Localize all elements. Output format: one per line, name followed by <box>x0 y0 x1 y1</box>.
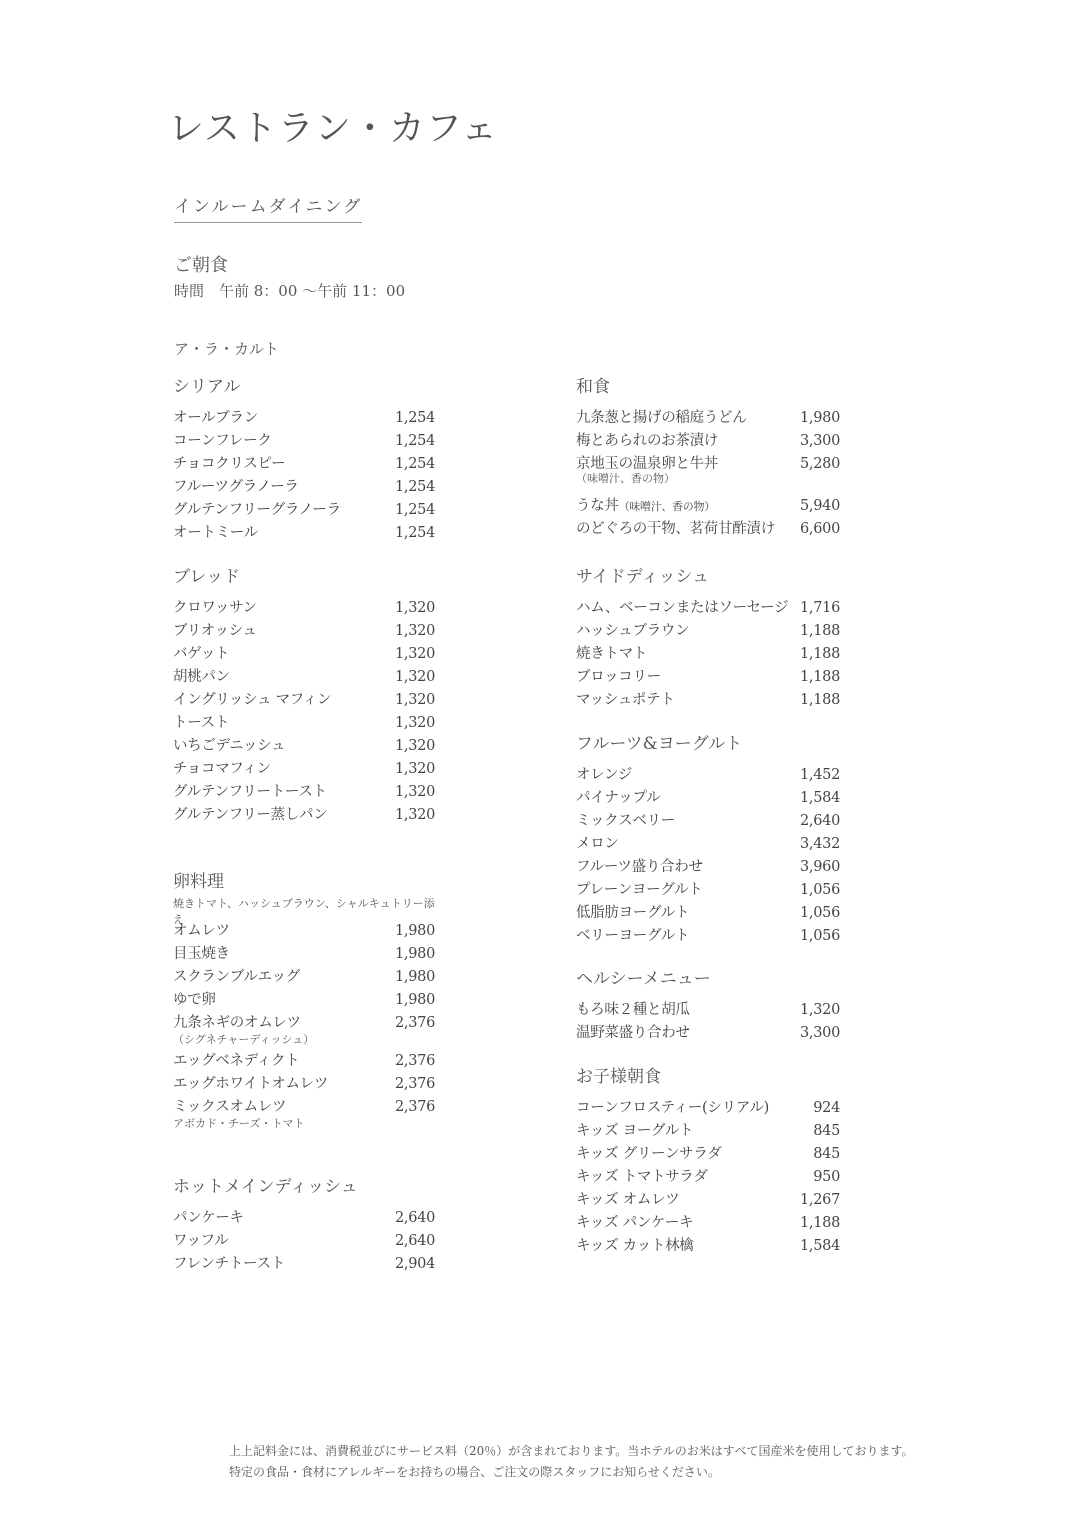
section-title: ブレッド <box>173 567 241 587</box>
section-cereal <box>173 376 435 545</box>
item-price: 1,980 <box>394 969 435 985</box>
menu-item <box>173 666 435 689</box>
item-name: パンケーキ <box>173 1210 244 1226</box>
menu-item <box>173 407 435 430</box>
menu-item <box>576 764 840 787</box>
menu-item <box>576 643 840 666</box>
menu-item <box>576 518 840 541</box>
item-name: オレンジ <box>576 767 633 783</box>
item-price: 1,320 <box>394 623 435 639</box>
menu-item <box>576 879 840 902</box>
menu-item <box>576 407 840 430</box>
item-price: 1,320 <box>394 600 435 616</box>
item-name: パイナップル <box>576 790 661 806</box>
menu-item <box>173 804 435 827</box>
menu-item <box>576 833 840 856</box>
item-price: 1,254 <box>394 502 435 518</box>
item-price: 1,056 <box>799 928 840 944</box>
item-name: ミックスオムレツ <box>173 1099 287 1115</box>
menu-item <box>173 453 435 476</box>
item-name: いちごデニッシュ <box>173 738 286 754</box>
item-price: 3,960 <box>799 859 840 875</box>
item-name: キッズ ヨーグルト <box>576 1123 694 1139</box>
menu-item <box>576 1120 840 1143</box>
item-name: オールブラン <box>173 410 258 426</box>
item-name: キッズ グリーンサラダ <box>576 1146 722 1162</box>
page-title: レストラン・カフェ <box>168 108 499 149</box>
menu-item <box>576 495 840 518</box>
item-name: メロン <box>576 836 619 852</box>
section-title: ホットメインディッシュ <box>173 1177 358 1197</box>
menu-item <box>173 735 435 758</box>
menu-item <box>173 1096 435 1119</box>
footer-notice <box>229 1441 914 1483</box>
item-name: 低脂肪ヨーグルト <box>576 905 690 921</box>
item-name: 梅とあられのお茶漬け <box>576 433 718 449</box>
item-price: 3,300 <box>799 1025 840 1041</box>
item-name: コーンフレーク <box>173 433 272 449</box>
item-price: 1,584 <box>799 790 840 806</box>
item-name: 焼きトマト <box>576 646 647 662</box>
menu-item <box>173 1012 435 1035</box>
menu-item <box>576 597 840 620</box>
item-name: もろ味２種と胡瓜 <box>576 1002 690 1018</box>
item-name: 京地玉の温泉卵と牛丼 <box>576 456 718 472</box>
item-name: のどぐろの干物、茗荷甘酢漬け <box>576 521 775 537</box>
item-name: エッグベネディクト <box>173 1053 300 1069</box>
item-price: 950 <box>813 1169 840 1185</box>
item-name: ワッフル <box>173 1233 229 1249</box>
item-name-group <box>576 495 715 518</box>
menu-item <box>576 1166 840 1189</box>
menu-item <box>576 689 840 712</box>
item-name: 九条ネギのオムレツ <box>173 1015 301 1031</box>
menu-item <box>173 989 435 1012</box>
item-price: 1,188 <box>799 1215 840 1231</box>
item-price: 1,320 <box>394 669 435 685</box>
item-price: 1,188 <box>799 692 840 708</box>
section-title: 和食 <box>576 377 610 397</box>
item-price: 924 <box>813 1100 840 1116</box>
item-name: グルテンフリートースト <box>173 784 327 800</box>
section-title: お子様朝食 <box>576 1067 661 1087</box>
item-price: 1,716 <box>799 600 840 616</box>
menu-item <box>173 476 435 499</box>
item-price: 1,254 <box>394 410 435 426</box>
menu-item <box>173 522 435 545</box>
item-price: 2,376 <box>394 1076 435 1092</box>
item-price: 1,584 <box>799 1238 840 1254</box>
menu-item <box>576 1143 840 1166</box>
menu-item <box>576 810 840 833</box>
section-title: ヘルシーメニュー <box>576 969 711 989</box>
menu-item <box>173 1050 435 1073</box>
menu-item <box>173 643 435 666</box>
item-name: 温野菜盛り合わせ <box>576 1025 690 1041</box>
subtitle: インルームダイニング <box>174 192 362 223</box>
item-price: 1,254 <box>394 433 435 449</box>
item-price: 6,600 <box>799 521 840 537</box>
item-price: 1,980 <box>394 992 435 1008</box>
section-title: フルーツ&ヨーグルト <box>576 734 743 754</box>
item-price: 1,254 <box>394 456 435 472</box>
menu-item <box>173 689 435 712</box>
item-price: 1,320 <box>394 761 435 777</box>
item-price: 2,640 <box>394 1233 435 1249</box>
menu-item <box>576 787 840 810</box>
item-price: 1,188 <box>799 646 840 662</box>
menu-item <box>173 1207 435 1230</box>
menu-item <box>173 1230 435 1253</box>
item-price: 5,940 <box>799 498 840 514</box>
section-note: 焼きトマト、ハッシュブラウン、シャルキュトリー添え <box>173 897 435 926</box>
section-title: 卵料理 <box>173 872 224 892</box>
item-price: 1,254 <box>394 479 435 495</box>
section-bread <box>173 566 435 827</box>
menu-item <box>173 920 435 943</box>
item-name: フルーツ盛り合わせ <box>576 859 703 875</box>
item-price: 2,640 <box>799 813 840 829</box>
item-price: 1,980 <box>799 410 840 426</box>
item-price: 2,904 <box>394 1256 435 1272</box>
section-japanese <box>576 376 840 541</box>
item-name: 目玉焼き <box>173 946 230 962</box>
menu-item <box>576 1022 840 1045</box>
item-name: コーンフロスティー(シリアル) <box>576 1100 769 1116</box>
meal-hours: 時間 午前 8：00 ～午前 11：00 <box>174 282 406 300</box>
item-price: 845 <box>813 1123 840 1139</box>
item-price: 1,320 <box>394 646 435 662</box>
item-price: 1,980 <box>394 946 435 962</box>
item-name: キッズ パンケーキ <box>576 1215 694 1231</box>
menu-item <box>576 856 840 879</box>
item-name: マッシュポテト <box>576 692 675 708</box>
footer-line-tax: 上上記料金には、消費税並びにサービス料（20％）が含まれております。当ホテルのお米はすべて国産米を使用しております。 <box>229 1444 914 1458</box>
item-inline-note: （味噌汁、香の物） <box>618 500 715 513</box>
item-name: オムレツ <box>173 923 230 939</box>
menu-item <box>173 1073 435 1096</box>
item-note: （味噌汁、香の物） <box>576 472 675 485</box>
item-name: バゲット <box>173 646 230 662</box>
item-price: 3,432 <box>799 836 840 852</box>
item-name: ゆで卵 <box>173 992 216 1008</box>
menu-item <box>173 499 435 522</box>
item-name: フルーツグラノーラ <box>173 479 299 495</box>
item-note: アボカド・チーズ・トマト <box>173 1117 305 1130</box>
menu-item <box>576 1189 840 1212</box>
item-price: 1,056 <box>799 882 840 898</box>
menu-item <box>173 758 435 781</box>
item-name: キッズ トマトサラダ <box>576 1169 708 1185</box>
item-price: 1,980 <box>394 923 435 939</box>
section-healthy <box>576 968 840 1045</box>
alacarte-label: ア・ラ・カルト <box>174 340 280 358</box>
menu-item <box>576 1235 840 1258</box>
item-name: チョコマフィン <box>173 761 271 777</box>
item-name: オートミール <box>173 525 258 541</box>
item-price: 1,320 <box>394 692 435 708</box>
menu-item <box>173 943 435 966</box>
item-name: ハム、ベーコンまたはソーセージ <box>576 600 789 616</box>
item-price: 845 <box>813 1146 840 1162</box>
section-eggs <box>173 871 435 1134</box>
menu-item <box>576 430 840 453</box>
item-price: 1,320 <box>394 738 435 754</box>
item-name: クロワッサン <box>173 600 257 616</box>
item-price: 5,280 <box>799 456 840 472</box>
item-price: 1,056 <box>799 905 840 921</box>
menu-item <box>173 620 435 643</box>
item-name: チョコクリスピー <box>173 456 286 472</box>
item-name: 胡桃パン <box>173 669 230 685</box>
menu-item <box>173 1253 435 1276</box>
item-name: フレンチトースト <box>173 1256 285 1272</box>
section-fruit-yogurt <box>576 733 840 948</box>
item-price: 1,267 <box>799 1192 840 1208</box>
item-price: 1,254 <box>394 525 435 541</box>
item-price: 1,188 <box>799 623 840 639</box>
item-price: 1,452 <box>799 767 840 783</box>
item-name: ハッシュブラウン <box>576 623 690 639</box>
item-price: 2,640 <box>394 1210 435 1226</box>
section-title: シリアル <box>173 377 241 397</box>
menu-item <box>576 902 840 925</box>
item-name: スクランブルエッグ <box>173 969 300 985</box>
item-name: キッズ カット林檎 <box>576 1238 694 1254</box>
menu-item <box>173 712 435 735</box>
item-note: （シグネチャーディッシュ） <box>173 1033 315 1046</box>
item-price: 1,320 <box>394 784 435 800</box>
item-price: 3,300 <box>799 433 840 449</box>
footer-line-allergy: 特定の食品・食材にアレルギーをお持ちの場合、ご注文の際スタッフにお知らせください。 <box>229 1465 720 1479</box>
item-price: 1,320 <box>799 1002 840 1018</box>
section-title: サイドディッシュ <box>576 567 710 587</box>
menu-item <box>173 597 435 620</box>
section-kids <box>576 1066 840 1258</box>
menu-item <box>576 1212 840 1235</box>
menu-item <box>576 620 840 643</box>
item-price: 1,188 <box>799 669 840 685</box>
section-side-dish <box>576 566 840 712</box>
item-name: イングリッシュ マフィン <box>173 692 332 708</box>
menu-item <box>173 781 435 804</box>
item-price: 2,376 <box>394 1099 435 1115</box>
item-name: エッグホワイトオムレツ <box>173 1076 329 1092</box>
section-hot-main <box>173 1176 435 1276</box>
item-name: 九条葱と揚げの稲庭うどん <box>576 410 747 426</box>
item-name: キッズ オムレツ <box>576 1192 680 1208</box>
item-price: 2,376 <box>394 1053 435 1069</box>
menu-item <box>576 666 840 689</box>
item-name: ブロッコリー <box>576 669 661 685</box>
item-name: うな丼 <box>576 498 619 514</box>
item-name: トースト <box>173 715 230 731</box>
menu-item <box>576 1097 840 1120</box>
item-name: ミックスベリー <box>576 813 675 829</box>
menu-item <box>576 999 840 1022</box>
menu-item <box>576 925 840 948</box>
menu-item <box>173 966 435 989</box>
item-name: グルテンフリー蒸しパン <box>173 807 328 823</box>
item-name: ブリオッシュ <box>173 623 257 639</box>
item-price: 2,376 <box>394 1015 435 1031</box>
item-price: 1,320 <box>394 807 435 823</box>
item-name: プレーンヨーグルト <box>576 882 703 898</box>
item-name: ベリーヨーグルト <box>576 928 690 944</box>
item-name: グルテンフリーグラノーラ <box>173 502 341 518</box>
menu-item <box>173 430 435 453</box>
meal-heading: ご朝食 <box>174 255 228 276</box>
item-price: 1,320 <box>394 715 435 731</box>
